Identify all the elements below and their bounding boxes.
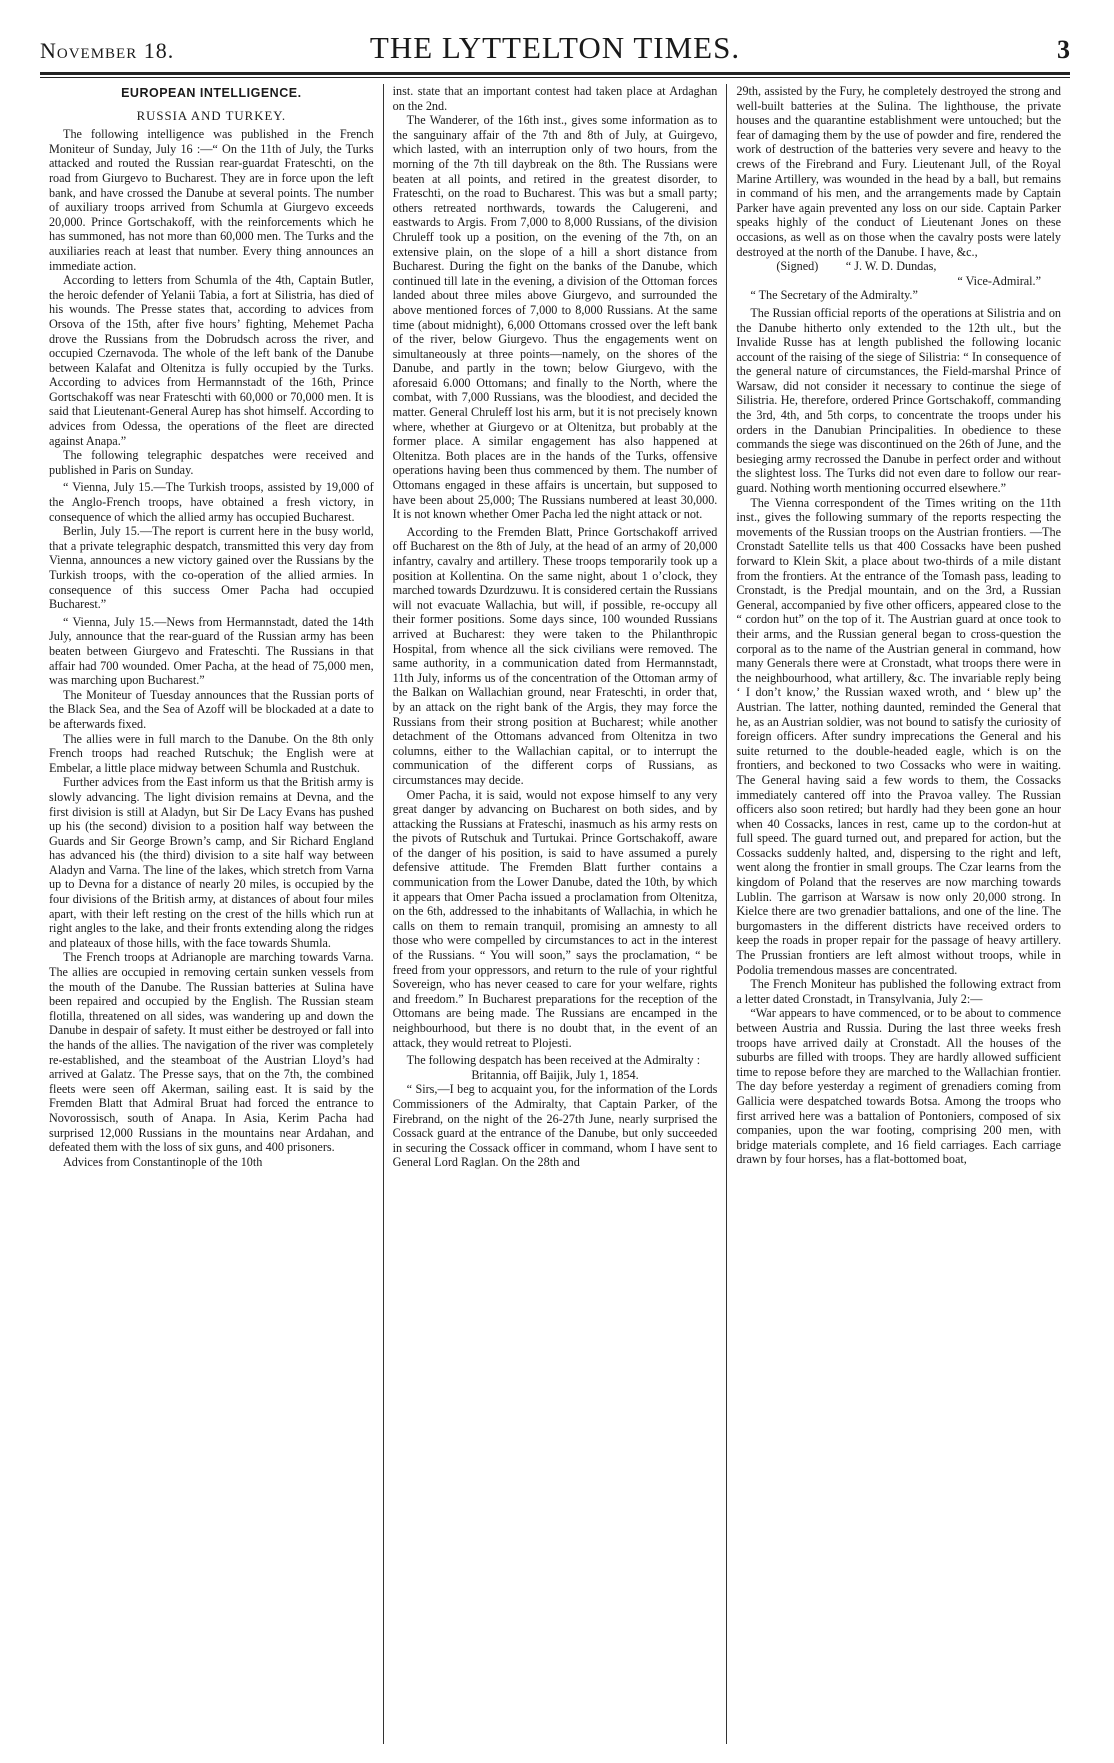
paragraph: 29th, assisted by the Fury, he completely destroyed the strong and well-built batteries at the Sulina. The lighthouse, the private houses and the quarantine establishment were untouched; but the fear of damaging them by the use of powder and fire, rendered the work of destruction of the batteries very severe and heavy to the crews of the Firebrand and Fury. Lieutenant Jull, of the Royal Marine Artillery, was wounded in the head by a ball, but remains in command of his men, and the arrangements made by Captain Parker have again prevented any loss on our side. Captain Parker speaks highly of the conduct of Lieutenant Jones on these occasions, as well as on those when the cavalry posts were lately destroyed at the north of the Danube. I have, &c.,	[736, 84, 1062, 259]
paragraph: Omer Pacha, it is said, would not expose himself to any very great danger by advancing on Bucharest on both sides, and by attacking the Russians at Frateschi, inasmuch as his army rests on the pivots of Rutschuk and Turtukai. Prince Gortschakoff, aware of the danger of his position, is said to have assumed a purely defensive attitude. The Fremden Blatt further contains a communication from the Lower Danube, dated the 10th, by which it appears that Omer Pacha issued a proclamation from Oltenitza, on the 6th, addressed to the inhabitants of Wallachia, in which he calls on them to remain tranquil, promising an amnesty to all those who were compelled by circumstances to act in the interest of the Russians. “ You will soon,” says the proclamation, “ be freed from your oppressors, and return to the rule of your rightful Sovereign, who has never ceased to care for your welfare, rights and freedom.” In Bucharest preparations for the reception of the Ottomans are being made. The Russians are encamped in the neighbourhood, but there is no doubt that, in the event of an attack, they would retreat to Plojesti.	[392, 787, 718, 1050]
masthead-rule	[40, 72, 1070, 75]
paragraph: inst. state that an important contest had taken place at Ardaghan on the 2nd.	[392, 84, 718, 113]
paragraph: The allies were in full march to the Danube. On the 8th only French troops had reached Rutschuk; the English were at Embelar, a little place midway between Schumla and Rustchuk.	[49, 731, 374, 775]
column-3	[726, 84, 1070, 1744]
issue-date: November 18.	[40, 38, 175, 63]
paragraph: The French Moniteur has published the following extract from a letter dated Cronstadt, in Transylvania, July 2:—	[736, 977, 1062, 1006]
dateline: Britannia, off Baijik, July 1, 1854.	[471, 1067, 639, 1082]
signature-line	[736, 259, 1061, 274]
section-heading: EUROPEAN INTELLIGENCE.	[121, 86, 302, 100]
paragraph: Further advices from the East inform us that the British army is slowly advancing. The light division remains at Devna, and the first division is still at Aladyn, but Sir De Lacy Evans has pushed up his (the second) division to a position half way between the Guards and Sir George Brown’s camp, and Sir Richard England has advanced his (the third) division to a site half way between Aladyn and Varna. The line of the lakes, which stretch from Varna up to Devna for a distance of nearly 20 miles, is occupied by the four divisions of the British army, at distances of about four miles apart, with their left resting on the crest of the hills which run at right angles to the lake, and their fronts extending along the ridges and plateaux of those hills, with the face towards Shumla.	[49, 775, 374, 950]
article-columns	[40, 84, 1070, 1744]
article-heading: RUSSIA AND TURKEY.	[136, 108, 287, 123]
paragraph: Berlin, July 15.—The report is current here in the busy world, that a private telegraphic despatch, transmitted this very day from Vienna, announces a new victory gained over the Russians by the Turkish troops, with the co-operation of the allied armies. In consequence of this success Omer Pacha had occupied Bucharest.”	[49, 524, 374, 612]
paragraph: “War appears to have commenced, or to be about to commence between Austria and Russia. During the last three weeks fresh troops have arrived daily at Cronstadt. All the houses of the suburbs are filled with troops. They are hardly allowed sufficient time to repose before they are marched to the Wallachian frontier. The day before yesterday a regiment of grenadiers coming from Gallicia were despatched towards Botsa. Among the troops who first arrived here was a battalion of Pontoniers, composed of six companies, upon the war footing, comprising 200 men, with bridge materials complete, and 16 field carriages. Each carriage drawn by four horses, has a flat-bottomed boat,	[736, 1006, 1062, 1167]
paragraph: The Moniteur of Tuesday announces that the Russian ports of the Black Sea, and the Sea of Azoff will be blockaded at a date to be afterwards fixed.	[49, 687, 374, 731]
signature-title: “ Vice-Admiral.”	[957, 273, 1042, 288]
paragraph: “ The Secretary of the Admiralty.”	[750, 288, 918, 303]
paragraph: “ Vienna, July 15.—News from Hermannstadt, dated the 14th July, announce that the rear-guard of the Russian army has been beaten between Giurgevo and Frateschti. The Russians in that affair had 700 wounded. Omer Pacha, at the head of 75,000 men, was marching upon Bucharest.”	[49, 614, 374, 688]
paragraph: According to letters from Schumla of the 4th, Captain Butler, the heroic defender of Yelanii Tabia, a fort at Silistria, has died of his wounds. The Presse states that, according to advices from Orsova of the 15th, after five hours’ fighting, Mehemet Pacha drove the Russians from the Dobrudsch across the river, and occupied Czernavoda. The whole of the left bank of the Danube between Kalafat and Oltenitza is fully occupied by the Turks. According to advices from Hermannstadt of the 16th, Prince Gortschakoff was near Frateschti with 60,000 or 70,000 men. It is said that Lieutenant-General Aurep has shot himself. According to advices from Odessa, the operations of the fleet are directed against Anapa.”	[49, 273, 374, 448]
paragraph: Advices from Constantinople of the 10th	[63, 1154, 263, 1169]
paragraph: The Vienna correspondent of the Times writing on the 11th inst., gives the following summary of the reports respecting the movements of the Russian troops on the Austrian frontiers. —The Cronstadt Satellite tells us that 400 Cossacks have been pushed forward to Klein Skit, a place about two-thirds of a mile distant from the frontiers. At the entrance of the Tomash pass, leading to Cronstadt, is the Predjal mountain, and on the 3rd, a Russian General, accompanied by five other officers, appeared close to the “ cordon hut” on the top of it. The Austrian guard at once took to their arms, and the Russian general began to cross-question the corporal as to the name of the Austrian general in command, how many Generals there were at Cronstadt, what troops there were in the neighbourhood, what artillery, &c. The invariable reply being ‘ I don’t know,’ the Russian waxed wroth, and ‘ blew up’ the Austrian. The latter, nothing daunted, reminded the General that he, as an Austrian soldier, was not bound to satisfy the curiosity of foreign officers. After sundry imprecations the General and his suite returned to the double-headed eagle, which is on the frontiers, and beckoned to two Cossacks who were in waiting. The General having said a few words to them, the Cossacks immediately cantered off into the Pravoa valley. The Russian officers also soon retired; but hardly had they been gone an hour when 40 Cossacks, lances in rest, came up to the cordon-hut at full speed. The guard turned out, and prepared for action, but the Cossacks suddenly halted, and, dispersing to the right and left, went along the frontier in small groups. The Czar learns from the kingdom of Poland that the reserves are now marching towards Lublin. The garrison at Warsaw is now only 20,000 strong. In Kielce there are two grenadier battalions, and one of the line. The burgomasters in the different districts have received orders to keep the roads in proper repair for the passage of heavy artillery. The Prussian frontiers are left almost without troops, while in Podolia tremendous masses are concentrated.	[736, 495, 1062, 977]
column-2	[383, 84, 727, 1744]
paragraph: The French troops at Adrianople are marching towards Varna. The allies are occupied in removing certain sunken vessels from the mouth of the Danube. The Russian batteries at Sulina have been repaired and occupied by the English. The Russian steam flotilla, threatened on all sides, was wandering up and down the Danube in despair of safety. It must either be destroyed or fall into the hands of the allies. The navigation of the river was completely re-established, and the steamboat of the Austrian Lloyd’s had arrived at Galatz. The Presse says, that on the 7th, the combined fleets were seen off Akerman, sailing east. It is said by the Fremden Blatt that Admiral Bruat had forced the entrance to Novorossisch, south of Anapa. In Asia, Kerim Pacha had surprised 12,000 Russians in the mountains near Ardahan, and defeated them with the loss of six guns, and 400 prisoners.	[49, 950, 374, 1155]
paragraph: “ Sirs,—I beg to acquaint you, for the information of the Lords Commissioners of the Admiralty, that Captain Parker, of the Firebrand, on the night of the 26-27th June, nearly surprised the Cossack guard at the entrance of the Danube, but only succeeded in securing the Cossack officer in command, whom I have sent to General Lord Raglan. On the 28th and	[392, 1082, 718, 1170]
paragraph: “ Vienna, July 15.—The Turkish troops, assisted by 19,000 of the Anglo-French troops, have obtained a fresh victory, in consequence of which the allied army has occupied Bucharest.	[49, 480, 374, 524]
signature-name: “ J. W. D. Dundas,	[845, 259, 937, 274]
masthead	[40, 30, 1070, 68]
column-1	[40, 84, 383, 1744]
paragraph: The following intelligence was published in the French Moniteur of Sunday, July 16 :—“ On the 11th of July, the Turks attacked and routed the Russian rear-guardat Frateschti, on the road from Giurgevo to Bucharest. They are in force upon the left bank, and have crossed the Danube at several points. The number of auxiliary troops arrived from Schumla at Giurgevo exceeds 20,000. Prince Gortschakoff, with the reinforcements which he has summoned, has not more than 60,000 men. The Turks and the auxiliaries reach at least that number. Every thing announces an immediate action.	[49, 127, 374, 273]
paragraph: The Russian official reports of the operations at Silistria and on the Danube hitherto only extended to the 12th ult., but the Invalide Russe has at length published the following locanic account of the raising of the siege of Silistria: “ In consequence of the general nature of circumstances, the Field-marshal Prince of Warsaw, did not consider it necessary to continue the siege of Silistria. He, therefore, ordered Prince Gortschakoff, commanding the 3rd, 4th, and 5th corps, to concentrate the troops under his orders in the Danubian Principalities. In obedience to these commands the siege was discontinued on the 26th of June, and the besieging army recrossed the Danube in perfect order and without the slightest loss. The Turks did not even dare to follow our rear-guard. Nothing worth mentioning occurred elsewhere.”	[736, 305, 1062, 496]
paragraph: The following despatch has been received at the Admiralty :	[406, 1053, 701, 1068]
paragraph: According to the Fremden Blatt, Prince Gortschakoff arrived off Bucharest on the 8th of July, at the head of an army of 20,000 infantry, cavalry and artillery. These troops temporarily took up a position at Kollentina. On the same night, about 1 o’clock, they marched towards Dzurdzuwu. It is considered certain the Russians will not evacuate Wallachia, but will, if possible, re-occupy all their former positions. Some days since, 100 wounded Russians arrived at Bucharest: they were taken to the Philanthropic Hospital, from whence all the sick civilians were removed. The same authority, in a communication dated from Hermannstadt, 11th July, informs us of the concentration of the Ottoman army of the Balkan on Wallachian ground, near Frateschti, in order that, by an attack on the right bank of the Argis, they may force the Russians from their strong position at Bucharest; while another detachment of the Ottomans advanced from Oltenitza in two columns, either to the Wallachian capital, or to interrupt the communication of the different corps of Russians, as circumstances may decide.	[392, 524, 718, 787]
signature-label: (Signed)	[776, 259, 819, 274]
newspaper-title: THE LYTTELTON TIMES.	[369, 30, 741, 65]
paragraph: The following telegraphic despatches were received and published in Paris on Sunday.	[49, 448, 374, 477]
masthead-rule-thin	[40, 77, 1070, 78]
page-number: 3	[1057, 35, 1070, 64]
paragraph: The Wanderer, of the 16th inst., gives some information as to the sanguinary affair of the 7th and 8th of July, at Guirgevo, which lasted, with an interruption only of two hours, from the morning of the 7th till daybreak on the 8th. The Russians were beaten at all points, and retired in the greatest disorder, to Frateschti, on the road to Bucharest. This was but a small party; others retreated northwards, towards the Calugereni, and eastwards to Argis. From 7,000 to 8,000 Russians, of the division Chruleff took up a position, on the evening of the 7th, on an extensive plain, on the slope of a hill a short distance from Bucharest. During the fight on the banks of the Danube, which continued till late in the evening, a division of the Ottoman forces landed about three miles above Giurgevo, and surrounded the above mentioned forces of 7,000 to 8,000 Russians. At the same time (about midnight), 6,000 Ottomans crossed over the left bank of the river, below Giurgevo. Thus the engagements went on simultaneously at three points—namely, on the shores of the Danube, and partly in the town; below Giurgevo, with the aforesaid 6.000 Ottomans; and finally to the North, where the combat, with 7,000 Russians, was the bloodiest, and decided the matter. General Chruleff lost his arm, but it is not precisely known where, whether at Giurgevo or at Oltenitza, but probably at the former place. A similar engagement has also happened at Oltenitza. Both places are in the hands of the Turks, offensive operations having been thus commenced by them. The number of Ottomans engaged in these affairs is uncertain, but supposed to have been about 25,000; The Russians numbered at least 30,000. It is not known whether Omer Pacha led the night attack or not.	[392, 113, 718, 522]
